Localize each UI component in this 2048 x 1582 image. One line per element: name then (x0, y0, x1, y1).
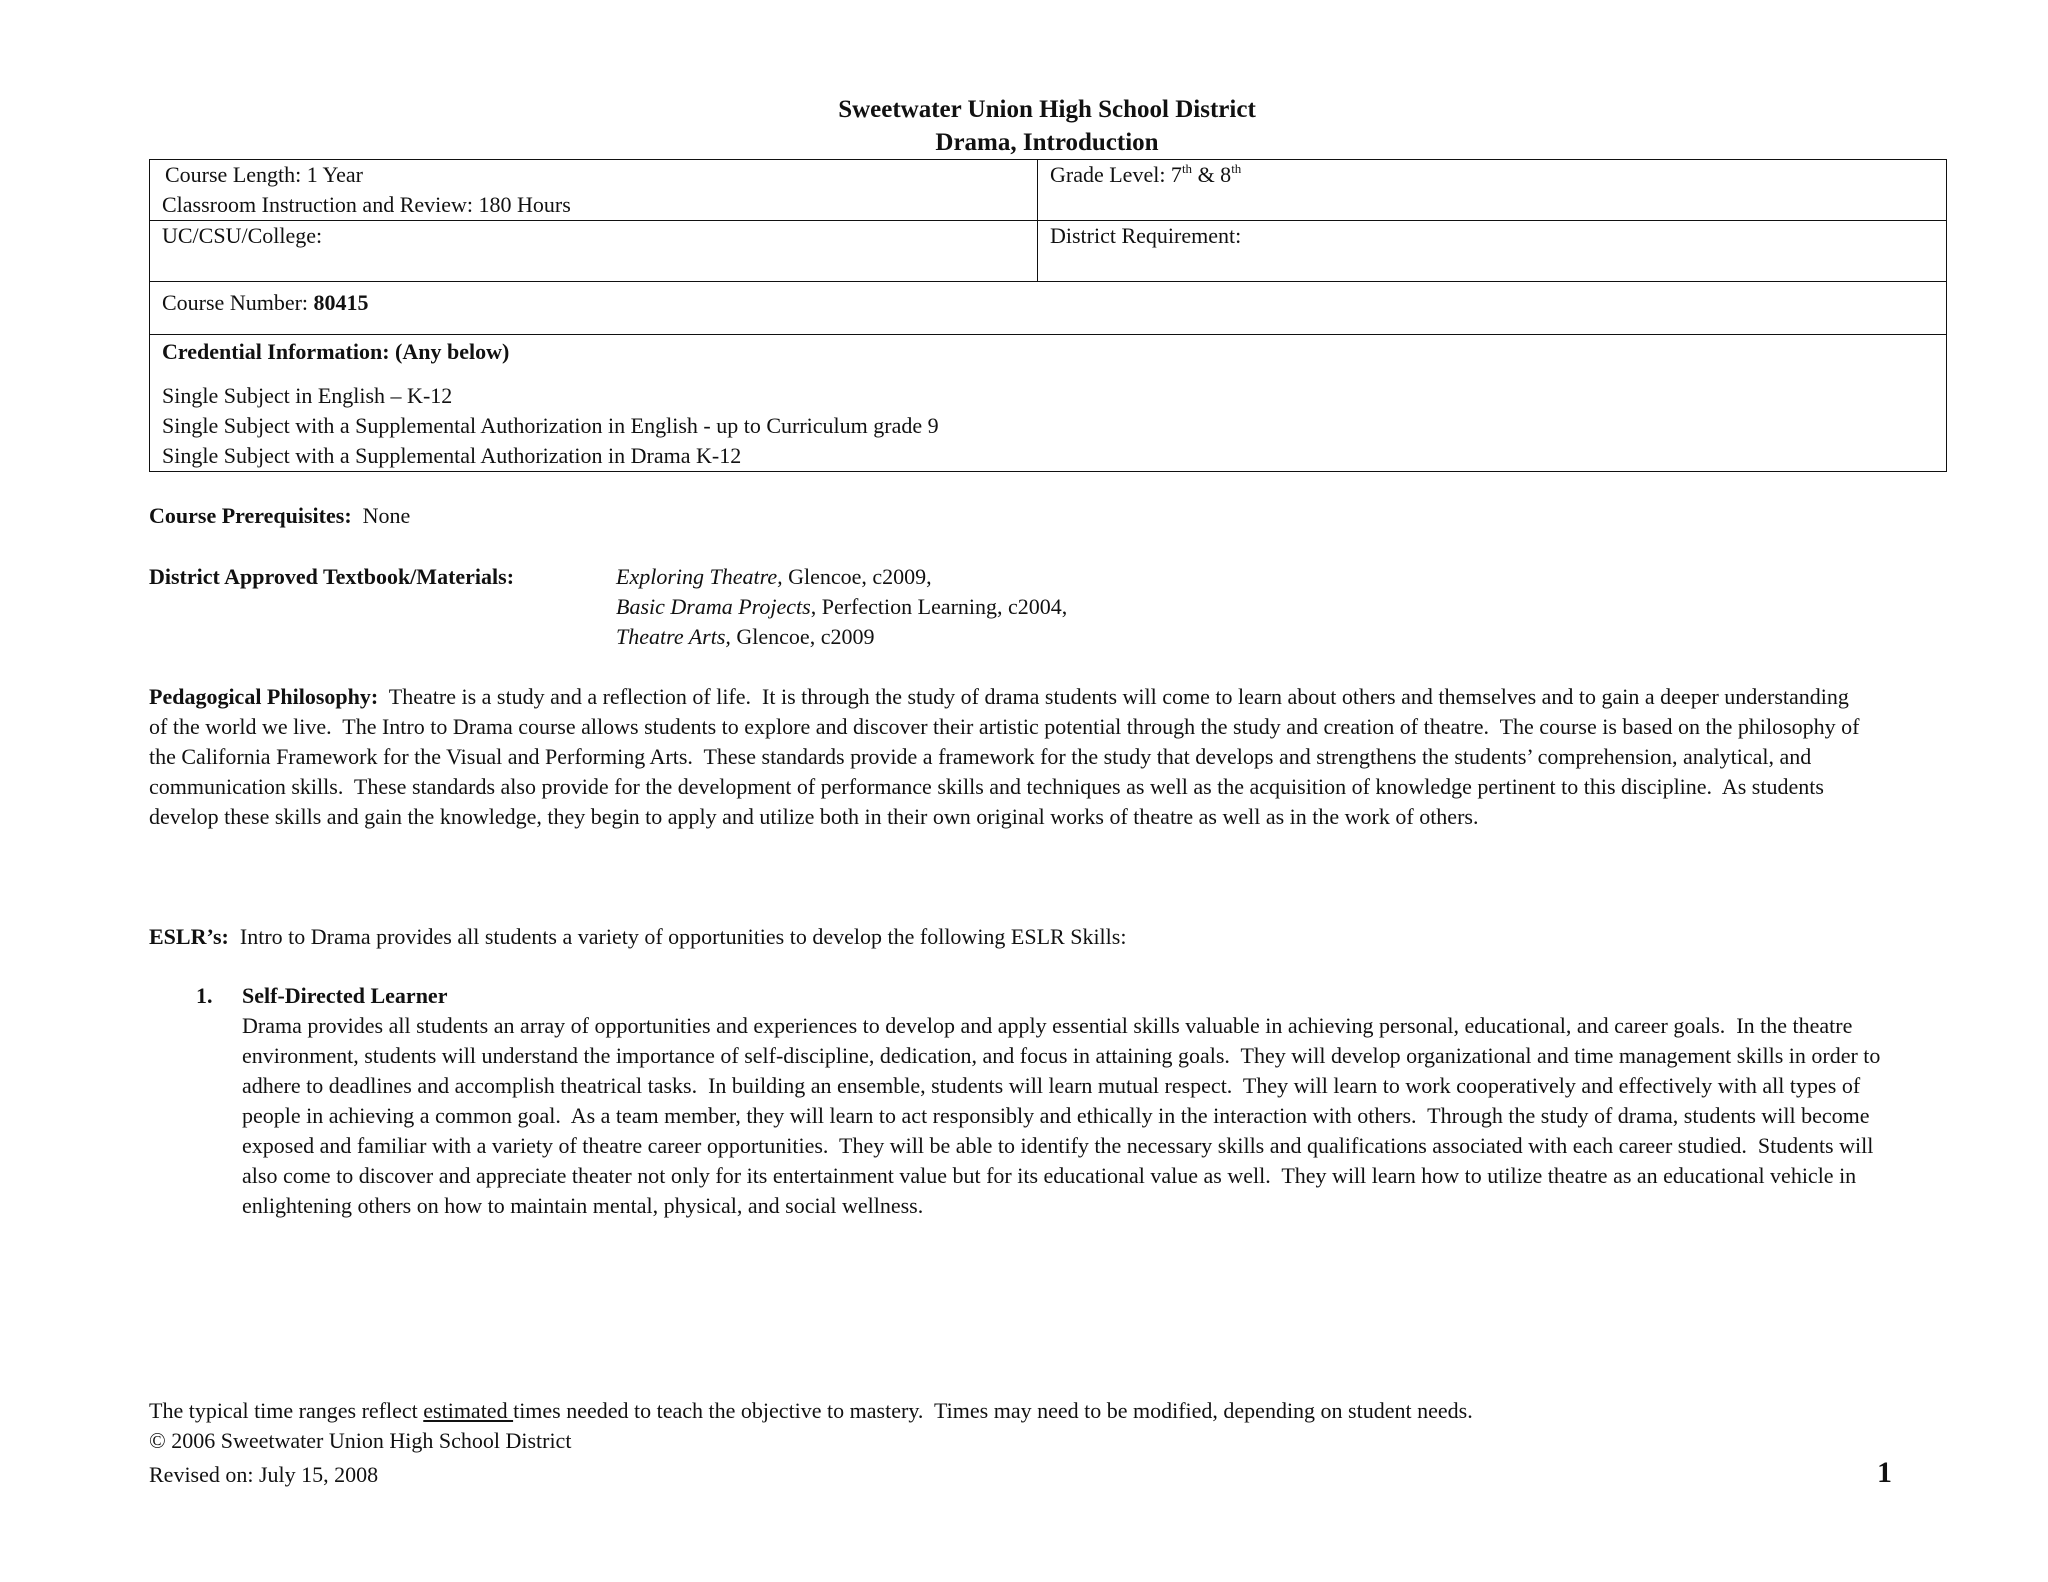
course-number-label: Course Number: (162, 290, 314, 315)
eslr-intro-text: Intro to Drama provides all students a variety of opportunities to develop the following ESLR Skills: (228, 924, 1127, 949)
pedagogical-philosophy (149, 682, 1869, 832)
textbooks-label: District Approved Textbook/Materials: (149, 564, 515, 589)
credential-heading: Credential Information: (Any below) (162, 339, 510, 364)
textbook-title: Theatre Arts, (616, 624, 731, 649)
course-title: Drama, Introduction (935, 129, 1159, 156)
eslr-intro (149, 922, 1126, 952)
prerequisites-label: Course Prerequisites: (149, 503, 352, 528)
credential-item: Single Subject with a Supplemental Authorization in Drama K-12 (162, 443, 742, 468)
textbook-details: Glencoe, c2009 (730, 624, 875, 649)
course-number: 80415 (313, 290, 369, 315)
course-number-cell (150, 282, 1947, 335)
course-prerequisites (149, 501, 410, 531)
eslr-item-number: 1. (196, 983, 213, 1008)
district-requirement-cell: District Requirement: (1038, 221, 1947, 282)
credential-cell (150, 335, 1947, 472)
classroom-hours: Classroom Instruction and Review: 180 Hours (162, 192, 571, 217)
textbook-item (616, 622, 1067, 652)
textbook-details: Glencoe, c2009, (782, 564, 932, 589)
textbook-title: Exploring Theatre, (616, 564, 783, 589)
grade-amp: & 8 (1192, 162, 1232, 187)
footer-copyright: © 2006 Sweetwater Union High School District (149, 1428, 572, 1453)
grade-level-cell (1038, 160, 1947, 221)
philosophy-label: Pedagogical Philosophy: (149, 684, 379, 709)
prerequisites-value: None (351, 503, 411, 528)
footer-note-start: The typical time ranges reflect (149, 1398, 424, 1423)
course-length: Course Length: 1 Year (165, 162, 363, 187)
course-info-table (149, 159, 1947, 472)
eslr-item-body: Drama provides all students an array of opportunities and experiences to develop and apply essential skills valuable in achieving personal, educational, and career goals. In the theatre environment, students will understand the importance of self-discipline, dedication, and focus in attaining goals. They will develop organizational and time management skills in order to adhere to deadlines and accomplish theatrical tasks. In building an ensemble, students will learn mutual respect. They will learn to work cooperatively and effectively with all types of people in achieving a common goal. As a team member, they will learn to act responsibly and ethically in the interaction with others. Through the study of drama, students will become exposed and familiar with a variety of theatre career opportunities. They will be able to identify the necessary skills and qualifications associated with each career studied. Students will also come to discover and appreciate theater not only for its entertainment value but for its educational value as well. They will learn how to utilize theatre as an educational vehicle in enlightening others on how to maintain mental, physical, and social wellness. (242, 1013, 1886, 1218)
footer-revised-date: Revised on: July 15, 2008 (149, 1462, 379, 1487)
credential-item: Single Subject with a Supplemental Authorization in English - up to Curriculum grade 9 (162, 413, 939, 438)
credential-item: Single Subject in English – K-12 (162, 383, 453, 408)
grade-sup-1: th (1181, 161, 1193, 176)
eslr-label: ESLR’s: (149, 924, 229, 949)
course-length-cell (150, 160, 1038, 221)
textbook-title: Basic Drama Projects (616, 594, 811, 619)
grade-level-label: Grade Level: 7 (1050, 162, 1182, 187)
textbook-item (616, 562, 1067, 592)
grade-sup-2: th (1231, 161, 1242, 176)
footer-note-end: times needed to teach the objective to mastery. Times may need to be modified, depending on student needs. (513, 1398, 1473, 1423)
textbook-item (616, 592, 1067, 622)
district-title: Sweetwater Union High School District (838, 96, 1256, 123)
uc-csu-cell: UC/CSU/College: (150, 221, 1038, 282)
footer-time-note (149, 1396, 1473, 1426)
footer-note-underlined: estimated (423, 1398, 514, 1423)
textbook-details: , Perfection Learning, c2004, (810, 594, 1068, 619)
eslr-item-title: Self-Directed Learner (242, 983, 448, 1008)
page-number: 1 (1877, 1456, 1892, 1489)
philosophy-text: Theatre is a study and a reflection of life. It is through the study of drama students will come to learn about others and themselves and to gain a deeper understanding of the world we live. The Intro to Drama course allows students to explore and discover their artistic potential through the study and creation of theatre. The course is based on the philosophy of the California Framework for the Visual and Performing Arts. These standards provide a framework for the study that develops and strengthens the students’ comprehension, analytical, and communication skills. These standards also provide for the development of performance skills and techniques as well as the acquisition of knowledge pertinent to this discipline. As students develop these skills and gain the knowledge, they begin to apply and utilize both in their own original works of theatre as well as in the work of others. (149, 684, 1865, 829)
textbooks-list (616, 562, 1067, 652)
